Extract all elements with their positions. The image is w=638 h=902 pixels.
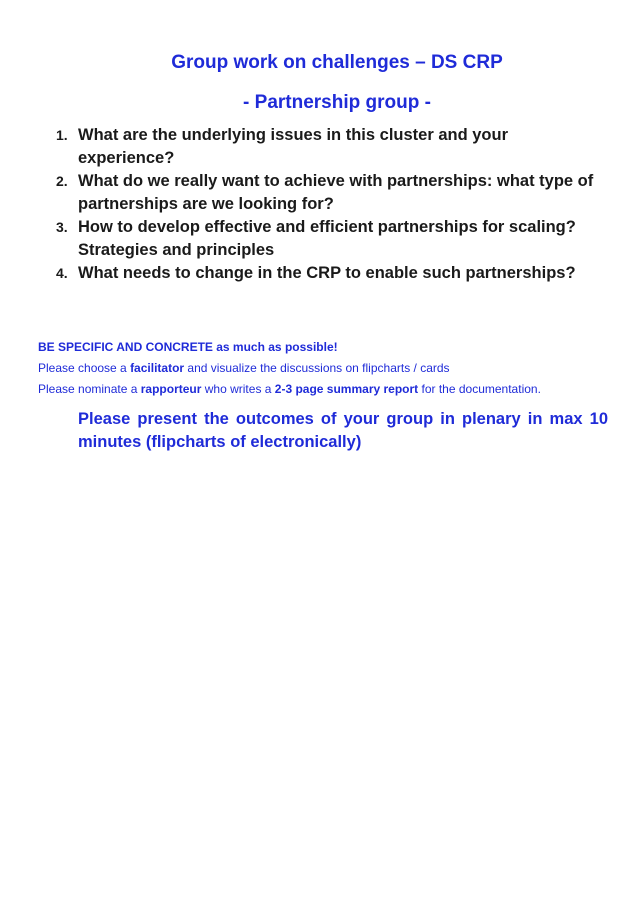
- page-subtitle: - Partnership group -: [243, 92, 431, 113]
- list-item: [0, 170, 638, 216]
- instruction-specific-rest: as much as possible!: [212, 340, 338, 354]
- question-number: 2.: [56, 173, 68, 189]
- instruction-rapporteur-bold-1: rapporteur: [140, 382, 202, 396]
- instruction-specific-lead: BE SPECIFIC AND CONCRETE: [38, 340, 213, 354]
- question-text: What are the underlying issues in this cluster and your experience?: [78, 126, 509, 167]
- instruction-rapporteur-post: for the documentation.: [418, 382, 541, 396]
- instruction-rapporteur-pre: Please nominate a: [38, 382, 141, 396]
- question-text: How to develop effective and efficient partnerships for scaling? Strategies and principles: [78, 218, 576, 259]
- list-item: [0, 262, 638, 285]
- question-text: What needs to change in the CRP to enable such partnerships?: [78, 264, 576, 282]
- list-item: [0, 216, 638, 262]
- question-number: 3.: [56, 219, 68, 235]
- presentation-instruction: Please present the outcomes of your group in plenary in max 10 minutes (flipcharts of electronically): [78, 410, 608, 451]
- instruction-specific: [38, 340, 338, 354]
- instruction-facilitator-post: and visualize the discussions on flipcharts / cards: [184, 361, 450, 375]
- instruction-rapporteur: [38, 382, 541, 396]
- instruction-facilitator: [38, 361, 450, 375]
- instruction-rapporteur-mid: who writes a: [201, 382, 275, 396]
- question-list: [0, 124, 638, 285]
- list-item: [0, 124, 638, 170]
- question-text: What do we really want to achieve with partnerships: what type of partnerships are we looking for?: [78, 172, 594, 213]
- page-title: Group work on challenges – DS CRP: [171, 52, 503, 73]
- instruction-facilitator-pre: Please choose a: [38, 361, 131, 375]
- instruction-facilitator-bold: facilitator: [130, 361, 185, 375]
- instruction-rapporteur-bold-2: 2-3 page summary report: [274, 382, 419, 396]
- question-number: 1.: [56, 127, 68, 143]
- question-number: 4.: [56, 265, 68, 281]
